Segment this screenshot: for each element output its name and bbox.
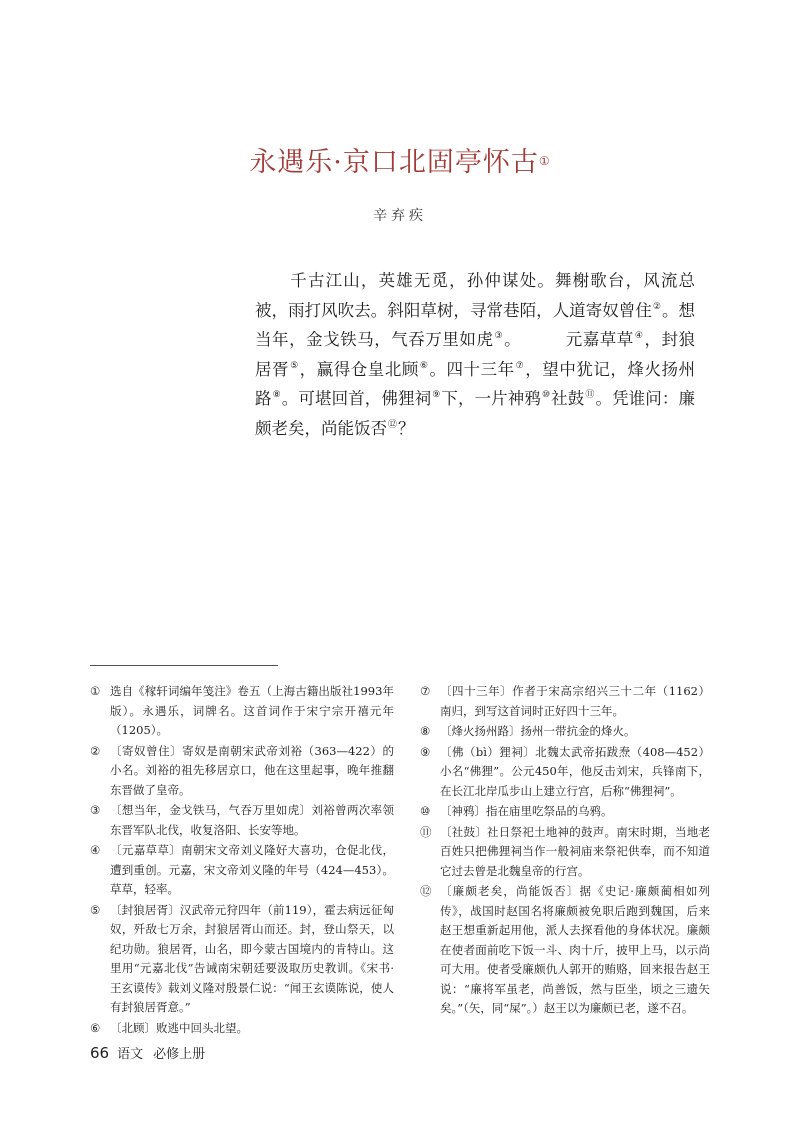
title-footnote-mark: ① bbox=[538, 154, 551, 168]
volume-name: 必修上册 bbox=[153, 1047, 206, 1062]
footnote-item bbox=[90, 901, 394, 1018]
poem-text: 。可堪回首，佛狸祠 bbox=[281, 389, 432, 408]
footnote-text: 〔社鼓〕社日祭祀土地神的鼓声。南宋时期，当地老百姓只把佛狸祠当作一般祠庙来祭祀供奉，而不知道它过去曾是北魏皇帝的行宫。 bbox=[440, 824, 710, 878]
footnote-number: ③ bbox=[90, 803, 101, 817]
footnote-ref: ⑤ bbox=[290, 360, 299, 371]
footnote-item bbox=[90, 682, 394, 741]
footnote-text: 〔想当年，金戈铁马，气吞万里如虎〕刘裕曾两次率领东晋军队北伐，收复洛阳、长安等地。 bbox=[110, 803, 394, 837]
poem-title-text: 永遇乐·京口北固亭怀古 bbox=[249, 147, 539, 178]
footnote-text: 〔寄奴曾住〕寄奴是南朝宋武帝刘裕（363—422）的小名。刘裕的祖先移居京口，他在这里起事，晚年推翻东晋做了皇帝。 bbox=[110, 743, 394, 797]
footnote-ref: ② bbox=[652, 301, 661, 312]
poem-text: 社鼓 bbox=[551, 389, 585, 408]
footnote-item bbox=[420, 743, 710, 802]
footnote-ref: ⑫ bbox=[388, 419, 398, 430]
footnote-number: ⑩ bbox=[420, 804, 431, 818]
poem-text: 下，一片神鸦 bbox=[441, 389, 541, 408]
footnote-ref: ③ bbox=[494, 331, 504, 341]
poem-text: ，望中犹记，烽火扬州路 bbox=[255, 359, 696, 408]
footnote-text: 〔封狼居胥〕汉武帝元狩四年（前119），霍去病远征匈奴，歼敌七万余，封狼居胥山而还。封，登山祭天，以纪功勋。狼居胥，山名，即今蒙古国境内的肯特山。这里用“元嘉北伐”告诫南宋朝廷要汲取历史教训。《宋书·王玄谟传》载刘义隆对殷景仁说：“闻王玄谟陈说，使人有封狼居胥意。” bbox=[110, 902, 394, 1014]
footnote-text: 〔北顾〕败逃中回头北望。 bbox=[110, 1020, 248, 1035]
page-footer bbox=[90, 1043, 205, 1062]
footnotes-right-column bbox=[420, 682, 710, 1020]
footnote-number: ④ bbox=[90, 843, 101, 857]
book-name: 语文 bbox=[117, 1047, 144, 1062]
footnote-text: 〔神鸦〕指在庙里吃祭品的乌鸦。 bbox=[440, 804, 613, 818]
poem-text: 元嘉草草 bbox=[565, 330, 634, 349]
footnote-number: ⑫ bbox=[420, 884, 432, 898]
footnote-number: ⑥ bbox=[90, 1020, 101, 1035]
footnote-number: ⑨ bbox=[420, 744, 431, 759]
author-name: 辛弃疾 bbox=[373, 208, 427, 224]
footnote-item bbox=[420, 823, 710, 882]
footnote-ref: ⑧ bbox=[272, 390, 281, 400]
page-number: 66 bbox=[90, 1044, 110, 1062]
poem-text: ，封狼居胥 bbox=[255, 330, 696, 379]
footnote-ref: ⑥ bbox=[419, 360, 429, 371]
footnote-item bbox=[90, 841, 394, 900]
footnote-item bbox=[420, 682, 710, 721]
footnote-ref: ④ bbox=[634, 331, 644, 341]
footnote-item bbox=[90, 1019, 394, 1039]
footnote-number: ② bbox=[90, 743, 101, 758]
footnote-divider bbox=[90, 665, 278, 666]
footnote-item bbox=[420, 802, 710, 822]
footnote-text: 〔元嘉草草〕南朝宋文帝刘义隆好大喜功，仓促北伐，遭到重创。元嘉，宋文帝刘义隆的年号（424—453）。草草，轻率。 bbox=[110, 843, 394, 896]
poem-text: ？ bbox=[398, 418, 415, 438]
poem-text: 千古江山，英雄无觅，孙仲谋处。舞榭歌台，风流总被，雨打风吹去。斜阳草树，寻常巷陌，人道寄奴曾住 bbox=[255, 271, 696, 320]
poem-body bbox=[255, 266, 695, 443]
poem-text: ，赢得仓皇北顾 bbox=[299, 359, 419, 379]
footnote-text: 〔四十三年〕作者于宋高宗绍兴三十二年（1162）南归，到写这首词时正好四十三年。 bbox=[440, 684, 710, 718]
footnote-number: ⑪ bbox=[420, 824, 432, 839]
footnote-number: ⑦ bbox=[420, 684, 431, 698]
footnote-number: ① bbox=[90, 684, 101, 698]
footnote-number: ⑤ bbox=[90, 902, 101, 917]
poem-text: 。想当年，金戈铁马，气吞万里如虎 bbox=[255, 300, 696, 349]
footnote-item bbox=[420, 882, 710, 1019]
footnote-ref: ⑨ bbox=[432, 390, 441, 400]
footnote-ref: ⑪ bbox=[585, 390, 595, 400]
poem-text: 。 bbox=[504, 330, 522, 349]
poem-title bbox=[0, 143, 800, 183]
footnote-ref: ⑩ bbox=[542, 390, 551, 400]
footnote-text: 〔廉颇老矣，尚能饭否〕据《史记·廉颇蔺相如列传》，战国时赵国名将廉颇被免职后跑到魏国，后来赵王想重新起用他，派人去探看他的身体状况。廉颇在使者面前吃下饭一斗、肉十斤，披甲上马，以示尚可大用。使者受廉颇仇人郭开的贿赂，回来报告赵王说：“廉将军虽老，尚善饭，然与臣坐，顷之三遗矢矣。”（矢，同“屎”。）赵王以为廉颇已老，遂不召。 bbox=[440, 884, 710, 1015]
poem-text: 。四十三年 bbox=[429, 359, 515, 379]
footnote-item bbox=[90, 742, 394, 801]
footnote-text: 〔烽火扬州路〕扬州一带抗金的烽火。 bbox=[440, 724, 636, 738]
footnote-number: ⑧ bbox=[420, 724, 431, 738]
footnote-ref: ⑦ bbox=[515, 360, 525, 371]
footnotes-left-column bbox=[90, 682, 394, 1039]
footnote-item bbox=[420, 722, 710, 742]
footnote-item bbox=[90, 801, 394, 840]
poem-text: 。凭谁问：廉颇老矣，尚能饭否 bbox=[255, 389, 696, 438]
footnote-text: 选自《稼轩词编年笺注》卷五（上海古籍出版社1993年版）。永遇乐，词牌名。这首词作于宋宁宗开禧元年（1205）。 bbox=[110, 684, 394, 737]
footnote-text: 〔佛（bì）狸祠〕北魏太武帝拓跋焘（408—452）小名“佛狸”。公元450年，他反击刘宋，兵锋南下，在长江北岸瓜步山上建立行宫，后称“佛狸祠”。 bbox=[440, 744, 710, 798]
